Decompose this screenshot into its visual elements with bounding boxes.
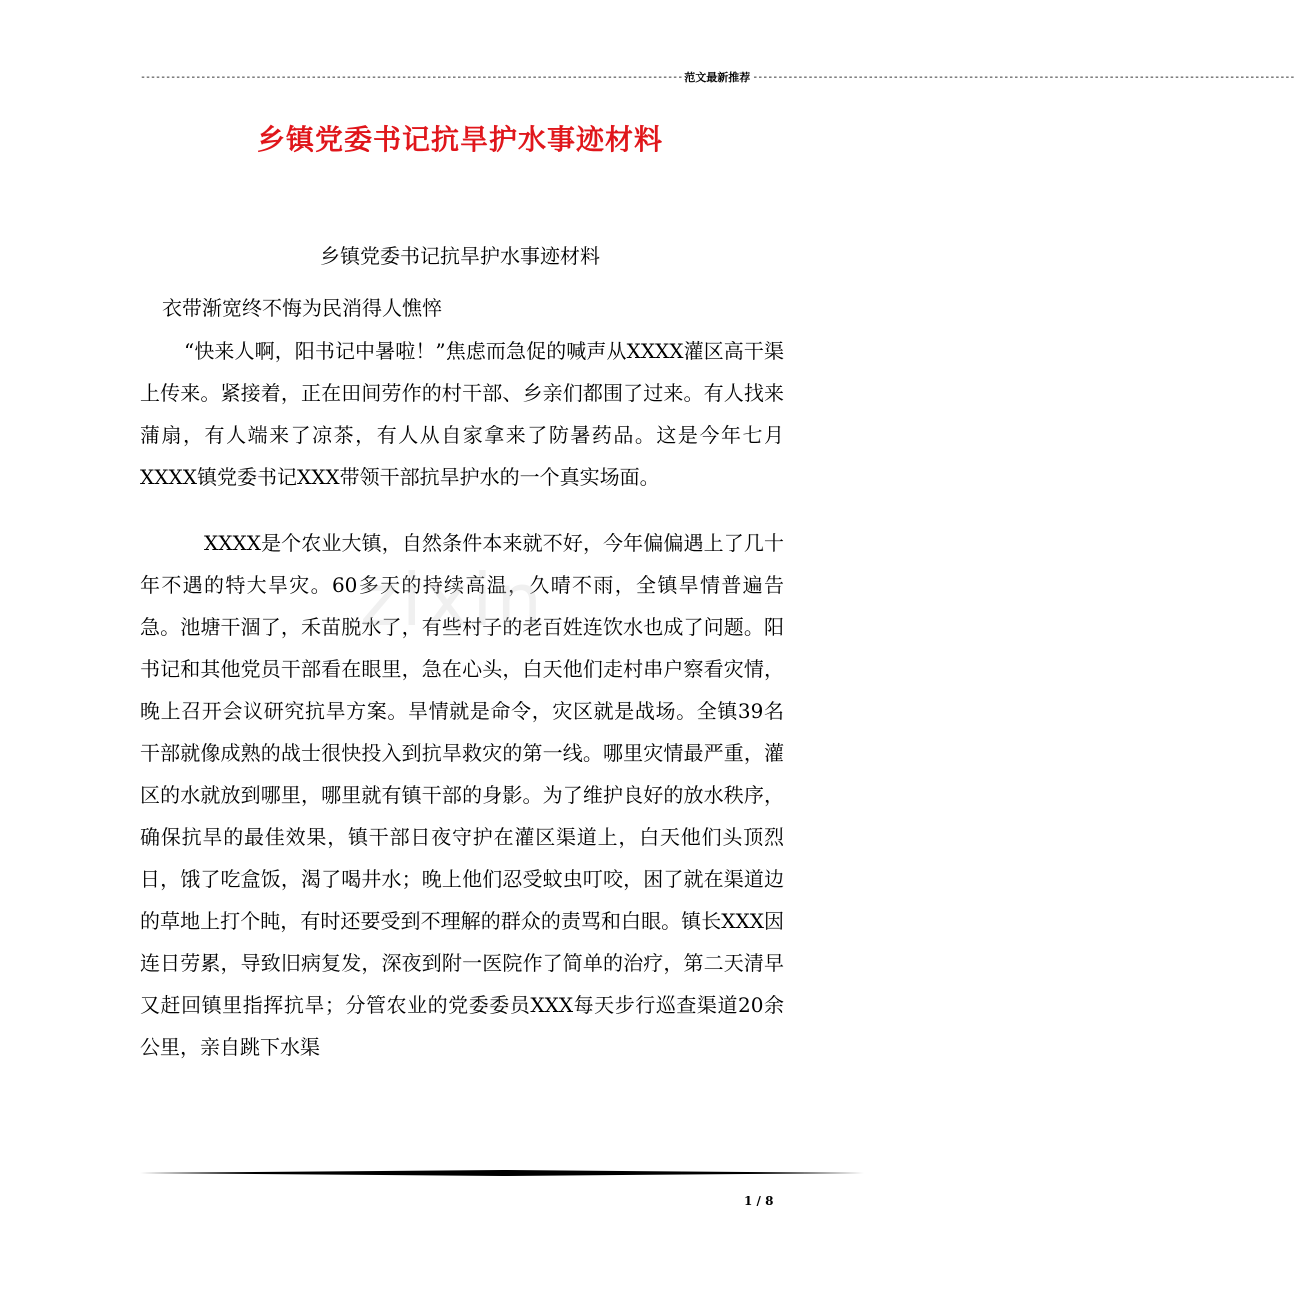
header-label: 范文最新推荐 bbox=[684, 71, 751, 84]
paragraph-2: XXXX是个农业大镇，自然条件本来就不好，今年偏偏遇上了几十年不遇的特大旱灾。60多天的持续高温，久晴不雨，全镇旱情普遍告急。池塘干涸了，禾苗脱水了，有些村子的老百姓连饮水也成了问题。阳书记和其他党员干部看在眼里，急在心头，白天他们走村串户察看灾情，晚上召开会议研究抗旱方案。旱情就是命令，灾区就是战场。全镇39名干部就像成熟的战士很快投入到抗旱救灾的第一线。哪里灾情最严重，灌区的水就放到哪里，哪里就有镇干部的身影。为了维护良好的放水秩序，确保抗旱的最佳效果，镇干部日夜守护在灌区渠道上，白天他们头顶烈日，饿了吃盒饭，渴了喝井水；晚上他们忍受蚊虫叮咬，困了就在渠道边的草地上打个盹，有时还要受到不理解的群众的责骂和白眼。镇长XXX因连日劳累，导致旧病复发，深夜到附一医院作了简单的治疗，第二天清早又赶回镇里指挥抗旱；分管农业的党委委员XXX每天步行巡查渠道20余公里，亲自跳下水渠 bbox=[140, 531, 784, 1059]
page-header bbox=[140, 68, 1294, 86]
watermark: zixin bbox=[360, 558, 547, 642]
header-dash-left: ------------------------------------------------------------------------------------------------------------ bbox=[140, 71, 683, 83]
header-dash-right: ------------------------------------------------------------------------------------------------------------ bbox=[752, 71, 1294, 83]
paragraph-1: “快来人啊，阳书记中暑啦！”焦虑而急促的喊声从XXXX灌区高干渠上传来。紧接着，正在田间劳作的村干部、乡亲们都围了过来。有人找来蒲扇，有人端来了凉茶，有人从自家拿来了防暑药品。这是今年七月XXXX镇党委书记XXX带领干部抗旱护水的一个真实场面。 bbox=[140, 339, 784, 489]
document-subtitle: 乡镇党委书记抗旱护水事迹材料 bbox=[320, 244, 600, 268]
document-title: 乡镇党委书记抗旱护水事迹材料 bbox=[256, 123, 663, 156]
page-number: 1 / 8 bbox=[744, 1194, 774, 1208]
footer-rule bbox=[140, 1170, 864, 1176]
document-slogan: 衣带渐宽终不悔为民消得人憔悴 bbox=[162, 296, 442, 320]
